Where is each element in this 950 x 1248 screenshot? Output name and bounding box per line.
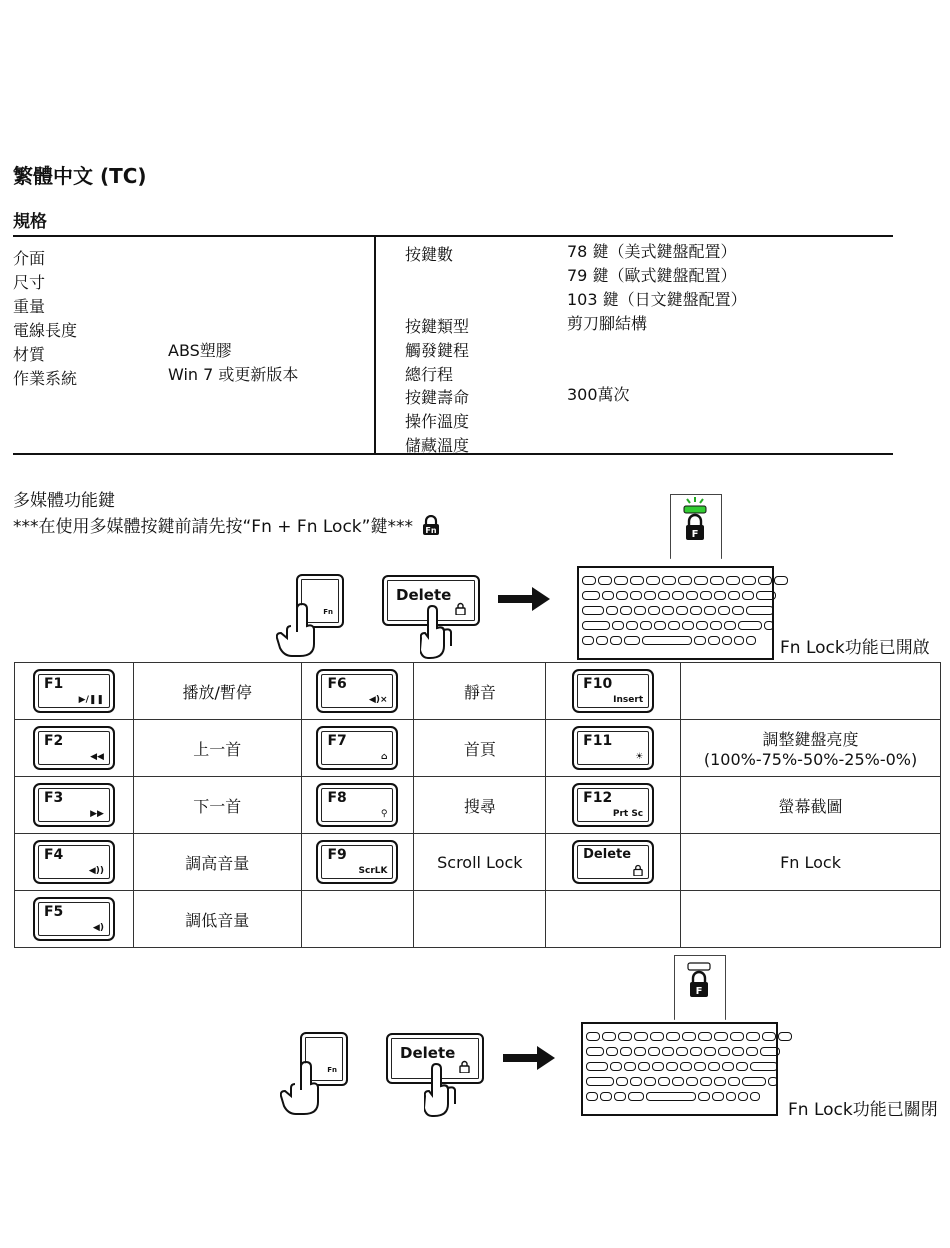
keyboard-key [750,1062,778,1071]
keyboard-key [708,1062,720,1071]
fkey-cell [15,720,134,777]
spec-label: 儲藏溫度 [405,436,470,455]
multimedia-heading: 多媒體功能鍵 [13,491,115,511]
keyboard-row [586,1092,760,1101]
keyboard-key [736,1062,748,1071]
keyboard-key [666,1062,678,1071]
keyboard-key [722,636,732,645]
spec-value: 103 鍵（日文鍵盤配置） [567,290,747,309]
page-title: 繁體中文 (TC) [13,164,147,188]
specs-divider [374,237,376,453]
keyboard-key [620,1047,632,1056]
keyboard-key [778,1032,792,1041]
keyboard-key [614,576,628,585]
keyboard-key [582,576,596,585]
keyboard-key [738,1092,748,1101]
function-key-glyph: ⌂ [381,752,388,762]
keyboard-key [724,621,736,630]
keyboard-row [582,576,788,585]
fn-lock-icon [422,515,440,535]
delete-key-label: Delete [396,586,452,604]
keyboard-key [726,1092,736,1101]
keyboard-key [624,636,640,645]
spec-label: 介面 [13,249,46,268]
function-key-table [14,662,941,948]
status-fn-lock-off: Fn Lock功能已關閉 [788,1100,938,1120]
keyboard-key [658,591,670,600]
function-key-glyph: Insert [613,695,644,705]
spec-label: 按鍵數 [405,245,454,264]
keyboard-key [728,1077,740,1086]
keyboard-key [696,621,708,630]
keyboard-row [582,621,774,630]
keyboard-key [596,636,608,645]
fn-key-label: Fn [327,1066,337,1074]
keyboard-key [672,591,684,600]
keyboard-key [686,591,698,600]
keyboard-row [586,1062,778,1071]
fkey-description: Fn Lock [681,834,941,891]
fkey-cell [301,663,414,720]
function-key-glyph: ◀◀ [90,752,104,762]
fkey-description: 靜音 [414,663,546,720]
function-key-glyph: ◀)) [88,866,104,876]
function-key-label: F2 [43,733,64,749]
keyboard-key [722,1062,734,1071]
fn-lock-on-indicator-icon [681,496,709,544]
function-key-label: F4 [43,847,64,863]
keyboard-key [714,1032,728,1041]
pointing-hand-icon [424,1062,464,1118]
function-key[interactable] [33,897,115,941]
lock-icon [633,864,643,876]
spec-label: 按鍵類型 [405,317,470,336]
fkey-cell [546,891,681,948]
function-key[interactable] [33,726,115,770]
function-key[interactable] [33,783,115,827]
svg-text:Fn: Fn [425,526,437,535]
keyboard-key [628,1092,644,1101]
fkey-description: 調高音量 [133,834,301,891]
keyboard-key [582,606,604,615]
table-row [15,663,941,720]
keyboard-key [586,1047,604,1056]
keyboard-key [760,1047,780,1056]
keyboard-row [582,606,774,615]
keyboard-key [652,1062,664,1071]
keyboard-key [734,636,744,645]
keyboard-key [742,1077,766,1086]
function-key-label: F5 [43,904,64,920]
keyboard-key [620,606,632,615]
keyboard-key [756,591,776,600]
keyboard-key [678,576,692,585]
fkey-description: Scroll Lock [414,834,546,891]
keyboard-key [710,576,724,585]
keyboard-key [690,606,702,615]
arrow-right-icon [503,1044,557,1072]
pointing-hand-icon [276,602,316,658]
keyboard-key [712,1092,724,1101]
keyboard-key [714,1077,726,1086]
function-key-label: F8 [327,790,347,806]
keyboard-key [634,1032,648,1041]
keyboard-key [694,636,706,645]
fkey-cell [301,834,414,891]
function-key-label: F11 [583,733,613,749]
function-key-glyph: ▶▶ [90,809,104,819]
keyboard-key [728,591,740,600]
keyboard-key [618,1032,632,1041]
keyboard-row [582,636,756,645]
keyboard-key [682,1032,696,1041]
function-key-glyph: ◀)× [368,695,388,705]
spec-value: 剪刀腳結構 [567,314,648,333]
fn-key-label: Fn [323,608,333,616]
fkey-cell [546,663,681,720]
function-key[interactable] [33,669,115,713]
specs-table [13,235,893,455]
function-key-label: F12 [583,790,613,806]
keyboard-key [700,1077,712,1086]
fkey-description [414,891,546,948]
function-key-glyph: ◀) [92,923,104,933]
keyboard-key [610,1062,622,1071]
spec-value: 79 鍵（歐式鍵盤配置） [567,266,737,285]
fkey-description: 調低音量 [133,891,301,948]
fkey-cell [546,834,681,891]
keyboard-key [646,576,660,585]
arrow-right-icon [498,585,552,613]
keyboard-key [662,606,674,615]
keyboard-key [586,1062,608,1071]
fkey-cell [301,720,414,777]
keyboard-key [648,606,660,615]
keyboard-key [606,1047,618,1056]
keyboard-key [614,1092,626,1101]
keyboard-key [718,1047,730,1056]
function-key-label: Delete [583,847,632,862]
keyboard-key [662,576,676,585]
keyboard-key [700,591,712,600]
lock-letter: F [691,529,699,540]
fkey-cell [15,891,134,948]
keyboard-key [606,606,618,615]
fkey-description [681,663,941,720]
fkey-cell [546,777,681,834]
keyboard-key [648,1047,660,1056]
keyboard-key [668,621,680,630]
function-key-label: F7 [327,733,347,749]
keyboard-key [738,621,762,630]
keyboard-key [602,1032,616,1041]
keyboard-key [626,621,638,630]
function-key[interactable] [572,783,654,827]
fkey-description: 搜尋 [414,777,546,834]
keyboard-key [634,1047,646,1056]
function-key-label: F9 [327,847,347,863]
keyboard-key [610,636,622,645]
fkey-description [681,891,941,948]
fkey-description: 首頁 [414,720,546,777]
note-text: ***在使用多媒體按鍵前請先按“Fn + Fn Lock”鍵*** [13,517,413,537]
keyboard-key [694,1062,706,1071]
pointing-hand-icon [280,1060,320,1116]
keyboard-key [698,1032,712,1041]
fkey-cell [546,720,681,777]
spec-value: 78 鍵（美式鍵盤配置） [567,242,737,261]
keyboard-key [742,591,754,600]
keyboard-key [698,1092,710,1101]
fkey-description: 調整鍵盤亮度 (100%-75%-50%-25%-0%) [681,720,941,777]
keyboard-key [640,621,652,630]
function-key-label: F10 [583,676,613,692]
keyboard-key [630,1077,642,1086]
function-key[interactable] [33,840,115,884]
spec-label: 作業系統 [13,369,78,388]
function-key-glyph: ☀ [635,752,644,762]
keyboard-illustration [577,566,774,660]
fkey-description: 螢幕截圖 [681,777,941,834]
keyboard-key [586,1077,614,1086]
specs-heading: 規格 [13,212,47,232]
keyboard-key [662,1047,674,1056]
keyboard-key [586,1092,598,1101]
multimedia-note [13,512,440,537]
table-row [15,720,941,777]
keyboard-key [638,1062,650,1071]
function-key-label: F1 [43,676,64,692]
keyboard-key [582,591,600,600]
keyboard-key [762,1032,776,1041]
fkey-cell [301,777,414,834]
keyboard-row [586,1032,792,1041]
keyboard-key [726,576,740,585]
keyboard-key [758,576,772,585]
function-key[interactable] [572,669,654,713]
keyboard-key [630,591,642,600]
keyboard-key [630,576,644,585]
spec-value: 300萬次 [567,385,630,404]
function-key[interactable] [572,840,654,884]
keyboard-key [714,591,726,600]
keyboard-key [680,1062,692,1071]
keyboard-key [676,1047,688,1056]
fkey-cell [15,663,134,720]
keyboard-key [644,591,656,600]
keyboard-key [746,1047,758,1056]
keyboard-key [582,636,594,645]
table-row [15,777,941,834]
spec-label: 材質 [13,345,46,364]
keyboard-key [746,1032,760,1041]
keyboard-key [732,606,744,615]
keyboard-key [690,1047,702,1056]
keyboard-key [600,1092,612,1101]
keyboard-key [704,1047,716,1056]
table-row [15,834,941,891]
keyboard-key [774,576,788,585]
keyboard-key [746,606,774,615]
keyboard-row [586,1047,780,1056]
function-key[interactable] [572,726,654,770]
keyboard-key [602,591,614,600]
keyboard-key [710,621,722,630]
keyboard-key [642,636,692,645]
keyboard-key [704,606,716,615]
keyboard-illustration [581,1022,778,1116]
keyboard-key [658,1077,670,1086]
pointing-hand-icon [420,604,460,660]
fn-lock-off-indicator-icon [685,960,713,1002]
keyboard-row [586,1077,778,1086]
keyboard-key [730,1032,744,1041]
function-key[interactable] [316,783,398,827]
function-key[interactable] [316,840,398,884]
keyboard-key [676,606,688,615]
function-key-glyph: ▶/❚❚ [78,695,104,705]
keyboard-key [586,1032,600,1041]
keyboard-key [764,621,774,630]
function-key-glyph: ScrLK [358,866,388,876]
spec-value: Win 7 或更新版本 [168,365,299,384]
spec-label: 按鍵壽命 [405,388,470,407]
keyboard-key [686,1077,698,1086]
status-fn-lock-on: Fn Lock功能已開啟 [780,638,930,658]
spec-label: 操作溫度 [405,412,470,431]
function-key[interactable] [316,726,398,770]
keyboard-key [654,621,666,630]
keyboard-key [598,576,612,585]
keyboard-key [616,1077,628,1086]
keyboard-key [718,606,730,615]
function-key-label: F3 [43,790,64,806]
fkey-cell [301,891,414,948]
keyboard-key [768,1077,778,1086]
spec-label: 尺寸 [13,273,46,292]
spec-label: 重量 [13,297,46,316]
table-row [15,891,941,948]
keyboard-key [646,1092,696,1101]
keyboard-key [708,636,720,645]
keyboard-key [666,1032,680,1041]
keyboard-key [694,576,708,585]
function-key-label: F6 [327,676,347,692]
keyboard-key [682,621,694,630]
keyboard-key [616,591,628,600]
spec-label: 總行程 [405,365,454,384]
fkey-cell [15,777,134,834]
keyboard-row [582,591,776,600]
keyboard-key [624,1062,636,1071]
keyboard-key [672,1077,684,1086]
fkey-cell [15,834,134,891]
keyboard-key [650,1032,664,1041]
fkey-description: 播放/暫停 [133,663,301,720]
spec-value: ABS塑膠 [168,341,232,360]
keyboard-key [746,636,756,645]
keyboard-key [644,1077,656,1086]
keyboard-key [750,1092,760,1101]
function-key-glyph: Prt Sc [612,809,644,819]
function-key-glyph: ⚲ [380,809,388,819]
keyboard-key [634,606,646,615]
spec-label: 觸發鍵程 [405,341,470,360]
fkey-description: 上一首 [133,720,301,777]
keyboard-key [582,621,610,630]
lock-letter: F [695,986,703,997]
keyboard-key [732,1047,744,1056]
keyboard-key [612,621,624,630]
delete-key-label: Delete [400,1044,456,1062]
spec-label: 電線長度 [13,321,78,340]
fkey-description: 下一首 [133,777,301,834]
keyboard-key [742,576,756,585]
function-key[interactable] [316,669,398,713]
